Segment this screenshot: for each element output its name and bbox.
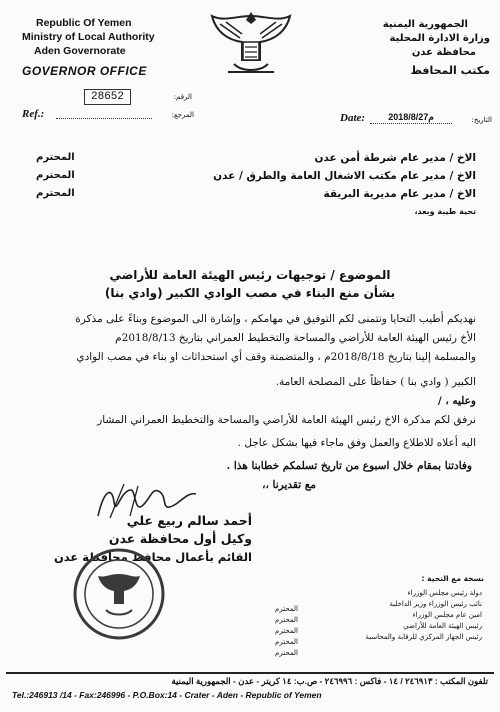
recipient-honor: المحترم [36,188,75,199]
copy-item-text: رئيس الهيئة العامة للأراضي [403,622,482,630]
header-ar-line-1: الجمهورية اليمنية [382,19,468,30]
copy-item-text: امين عام مجلس الوزراء [412,611,482,619]
copy-item-text: دولة رئيس مجلس الوزراء [407,589,482,597]
yemen-emblem [206,2,296,88]
letter-body [16,310,476,495]
ref-label: Ref.: [22,108,45,120]
copy-item-3 [292,610,482,621]
recipient-text: الاخ / مدير عام مكتب الاشغال العامة والطرق / عدن [213,170,476,182]
date-label-ar: التاريخ: [471,116,492,124]
subject-block [60,266,440,302]
closing-1: وفادتنا بمقام خلال اسبوع من تاريخ تسلمكم خطابنا هذا . [226,460,472,472]
copy-honor-2: المحترم [275,616,298,624]
body-p1-line-3: والمسلمة إلينا بتاريخ 2018/8/18م ، والمتضمنة وقف أي استحداثات او بناء في مصب الوادي [76,351,476,363]
official-stamp [70,546,168,642]
copy-item-5 [292,632,482,643]
round-stamp-icon [70,546,168,642]
date-label: Date: [340,112,366,124]
recipient-row-1 [36,152,476,170]
header-ar-line-3: محافظة عدن [411,47,476,58]
recipients [36,152,476,218]
eagle-emblem-icon [206,2,296,88]
recipient-row-2 [36,170,476,188]
body-p1-line-1: نهديكم أطيب التحايا ونتمنى لكم التوفيق في مهامكم ، وإشارة الى الموضوع وبناءً على مذكرة [75,313,476,325]
signatory-title: وكيل أول محافظة عدن [108,531,252,546]
copy-item-2 [292,599,482,610]
copy-item-text: رئيس الجهاز المركزي للرقابة والمحاسبة [365,633,482,641]
recipient-text: الاخ / مدير عام شرطة أمن عدن [314,152,476,164]
recipient-text: الاخ / مدير عام مديرية البريقة [323,188,476,200]
footer-ar: تلفون المكتب : ٢٤٦٩١٣ / ١٤ - فاكس : ٢٤٦٩٩٦ - ص.ب: ١٤ كريتر - عدن - الجمهورية اليمنية [171,676,488,686]
closing-2: مع تقديرنا ،، [262,479,316,491]
recipient-honor: المحترم [36,152,75,163]
copies-list [292,588,482,643]
subject-line-2: بشأن منع البناء في مصب الوادي الكبير (وادي بنا) [104,286,396,300]
copies-honors [252,604,298,659]
header-ar-office: مكتب المحافظ [410,64,490,77]
header-english [22,16,182,78]
copy-honor-5: المحترم [275,649,298,657]
body-p2-line-2: اليه أعلاه للاطلاع والعمل وفق ماجاء فيها بشكل عاجل . [237,437,476,449]
body-p2-line-1: نرفق لكم مذكرة الاخ رئيس الهيئة العامة للأراضي والمساحة والتخطيط العمراني المشار [97,414,476,426]
signatory-role: القائم بأعمال محافظ محافظة عدن [53,550,252,564]
header-en-line-3: Aden Governorate [34,45,126,57]
recipient-row-3 [36,188,476,206]
subject-line-1: الموضوع / توجيهات رئيس الهيئة العامة للأراضي [109,268,391,282]
ref-row [22,108,192,124]
header-ar-line-2: وزارة الادارة المحلية [389,33,490,44]
footer [6,672,494,706]
body-p1-line-4: الكبير ( وادي بنا ) حفاظاً على المصلحة العامة. [275,376,476,388]
header-en-line-1: Republic Of Yemen [36,17,132,29]
wa-alayhi: وعليه ، / [437,395,476,407]
footer-en: Tel.:246913 /14 - Fax:246996 - P.O.Box:14 - Crater - Aden - Republic of Yemen [12,690,322,700]
date-row [340,112,495,128]
governor-office-label: GOVERNOR OFFICE [22,64,147,78]
letter-number-label: الرقم: [173,93,192,101]
date-value: 2018/8/27م [370,112,452,124]
signatory-name: أحمد سالم ربيع علي [126,513,252,528]
letter-number: 28652 [84,89,131,105]
copies-heading: نسخة مع التحية : [421,574,484,583]
copy-honor-4: المحترم [275,638,298,646]
copy-item-1 [292,588,482,599]
ref-label-ar: المرجع: [171,111,194,119]
header-arabic [320,18,490,78]
recipient-honor: المحترم [36,170,75,181]
greeting: تحية طيبة وبعد، [414,207,476,216]
ref-value-line [56,118,152,119]
body-p1-line-2: الأخ رئيس الهيئة العامة للأراضي والمساحة والتخطيط العمراني بتاريخ 2018/8/13م [115,332,476,344]
copy-honor-1: المحترم [275,605,298,613]
copy-item-4 [292,621,482,632]
copy-honor-3: المحترم [275,627,298,635]
letter-number-row [60,89,210,105]
header-en-line-2: Ministry of Local Authority [22,31,155,43]
copy-item-text: نائب رئيس الوزراء وزير الداخلية [389,600,482,608]
